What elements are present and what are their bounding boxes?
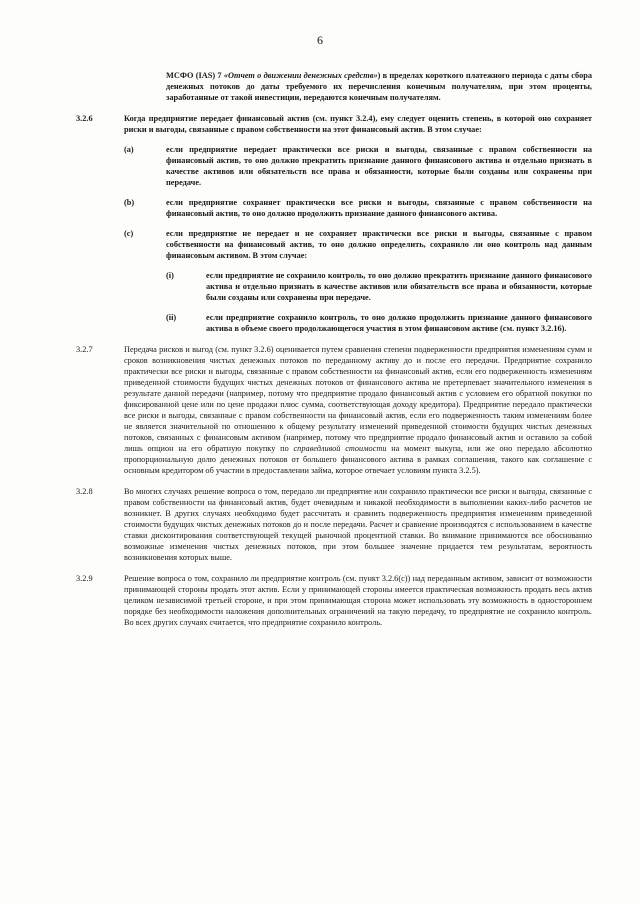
- paragraph-number: 3.2.8: [76, 487, 93, 496]
- subparagraph-text: если предприятие сохраняет практически все риски и выгоды, связанные с правом собственности на финансовый актив, то оно должно продолжить признание данного финансового актива.: [166, 198, 592, 218]
- paragraph-3-2-8: [76, 486, 592, 563]
- subparagraph-label: (ii): [166, 313, 177, 322]
- subparagraph-text: если предприятие не передает и не сохраняет практически все риски и выгоды, связанные с правом собственности на финансовый актив, то оно должно определить, сохранило ли оно контроль над данным финансовым активом. В этом случае:: [166, 229, 592, 260]
- subparagraph-text: если предприятие сохранило контроль, то оно должно продолжить признание данного финансового актива в объеме своего продолжающегося участия в этом финансовом активе (см. пункт 3.2.16).: [206, 313, 592, 333]
- paragraph-text-part1: Передача рисков и выгод (см. пункт 3.2.6) оценивается путем сравнения степени подверженности предприятия изменениям сумм и сроков возникновения чистых денежных потоков по переданному активу до и после его передачи. Предприятие сохранило практически все риски и выгоды, связанные с правом собственности на финансовый актив, если его подверженность изменениям приведенной стоимости будущих чистых денежных потоков от финансового актива не претерпевает значительного изменения в результате данной передачи (например, потому что предприятие продало финансовый актив с условием его обратной покупки по фиксированной цене или по цене продажи плюс сумма, соответствующая доходу кредитора). Предприятие передало практически все риски и выгоды, связанные с правом собственности на финансовый актив, если его подверженность таким изменениям более не является значительной по отношению к общему результату изменений приведенной стоимости будущих чистых денежных потоков, связанных с финансовым активом (например, потому что предприятие продало финансовый актив и оставило за собой лишь опцион на его обратную покупку по: [124, 345, 592, 453]
- subparagraph-c-i: [76, 270, 592, 303]
- subparagraph-c-ii: [76, 312, 592, 334]
- subparagraph-text: если предприятие не сохранило контроль, то оно должно прекратить признание данного финансового актива и отдельно признать в качестве активов или обязательств все права и обязанности, которые были созданы или сохранены при передаче.: [206, 271, 592, 302]
- paragraph-text: Во многих случаях решение вопроса о том, передало ли предприятие или сохранило практически все риски и выгоды, связанные с правом собственности на финансовый актив, будет очевидным и никакой необходимости в выполнении каких-либо расчетов не возникнет. В других случаях необходимо будет рассчитать и сравнить подверженность предприятия изменениям приведенной стоимости будущих чистых денежных потоков до и после передачи. Расчет и сравнение производятся с использованием в качестве ставки дисконтирования соответствующей текущей рыночной процентной ставки. Во внимание принимаются все обоснованно возможные изменения чистых денежных потоков, при этом большее значение придается тем результатам, вероятность возникновения которых выше.: [124, 487, 592, 562]
- intro-italic-title: «Отчет о движении денежных средств»: [223, 71, 378, 80]
- intro-text-end: ) в пределах короткого платежного периода с даты сбора денежных потоков до даты требуемого их перечисления конечным получателям, при этом проценты, заработанные от такой инвестиции, передаются конечным получателям.: [166, 71, 592, 102]
- page-number: 6: [317, 33, 323, 47]
- intro-text-start: МСФО (IAS) 7: [166, 71, 224, 80]
- intro-paragraph: [166, 70, 592, 103]
- paragraph-text: Решение вопроса о том, сохранило ли предприятие контроль (см. пункт 3.2.6(c)) над переданным активом, зависит от возможности принимающей стороны продать этот актив. Если у принимающей стороны имеется практическая возможность продать весь актив целиком независимой третьей стороне, и при этом принимающая сторона может использовать эту возможность в одностороннем порядке без необходимости наложения дополнительных ограничений на такую передачу, то предприятие не сохранило контроль. Во всех других случаях считается, что предприятие сохранило контроль.: [124, 574, 592, 627]
- paragraph-text-part2: на момент выкупа, или же оно передало абсолютно пропорциональную долю денежных потоков от большего финансового актива в рамках соглашения, такого как соглашение с основным кредитором об участии в предоставлении займа, которое отвечает условиям пункта 3.2.5).: [124, 444, 592, 475]
- paragraph-3-2-9: [76, 573, 592, 628]
- subparagraph-label: (i): [166, 271, 174, 280]
- paragraph-3-2-6: [76, 113, 592, 135]
- subparagraph-label: (a): [124, 145, 134, 154]
- paragraph-italic-term: справедливой стоимости: [293, 444, 387, 453]
- subparagraph-text: если предприятие передает практически все риски и выгоды, связанные с правом собственности на финансовый актив, то оно должно прекратить признание данного финансового актива и отдельно признать в качестве активов или обязательств все права и обязанности, которые были созданы или сохранены при передаче.: [166, 145, 592, 187]
- subparagraph-b: [76, 197, 592, 219]
- paragraph-3-2-7: [76, 344, 592, 476]
- paragraph-number: 3.2.6: [76, 114, 93, 123]
- paragraph-text: Когда предприятие передает финансовый актив (см. пункт 3.2.4), ему следует оценить степень, в которой оно сохраняет риски и выгоды, связанные с правом собственности на этот финансовый актив. В этом случае:: [124, 114, 592, 134]
- paragraph-number: 3.2.9: [76, 574, 93, 583]
- subparagraph-label: (c): [124, 229, 134, 238]
- paragraph-number: 3.2.7: [76, 345, 93, 354]
- subparagraph-c: [76, 228, 592, 261]
- subparagraph-label: (b): [124, 198, 135, 207]
- document-body: [76, 70, 592, 628]
- subparagraph-a: [76, 144, 592, 188]
